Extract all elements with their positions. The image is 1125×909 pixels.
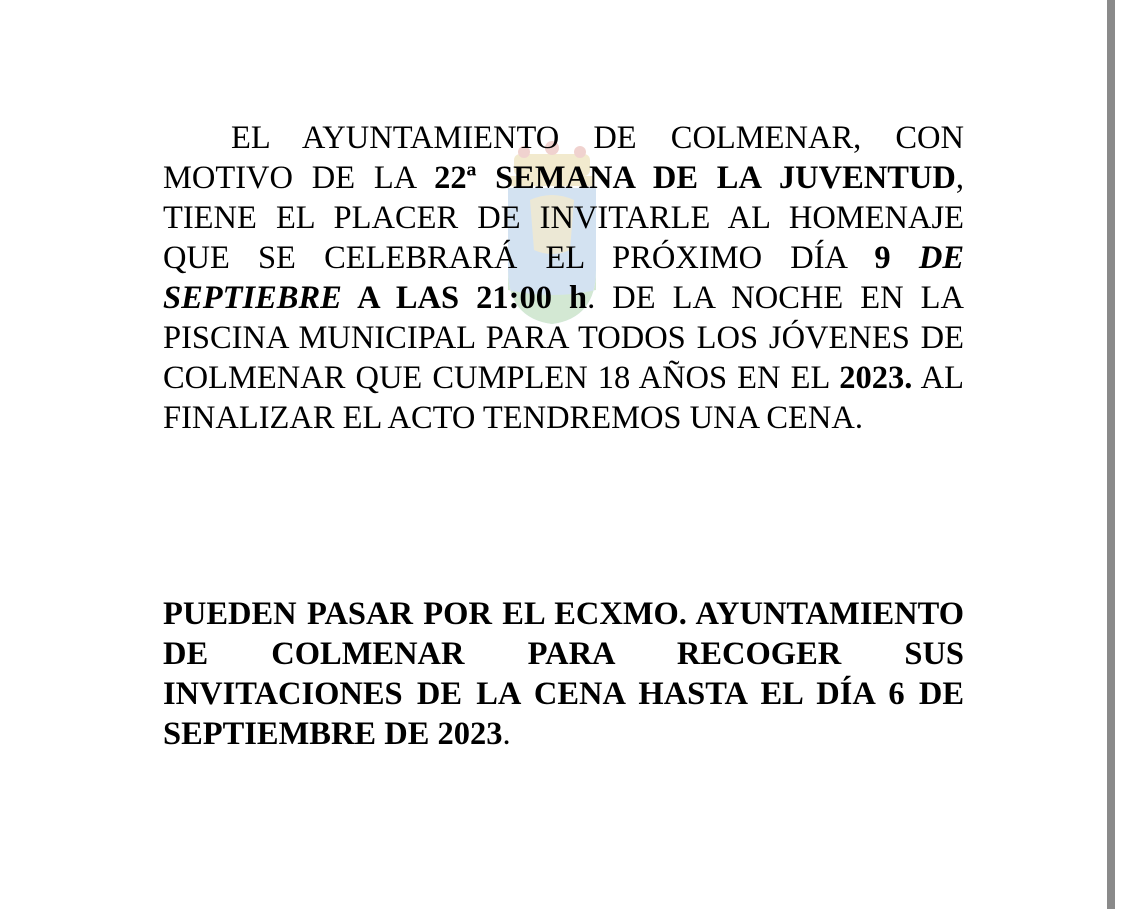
pickup-paragraph — [163, 594, 964, 754]
event-year: 2023. — [839, 360, 913, 396]
pickup-period: . — [502, 716, 511, 752]
mid-text: , TIENE EL PLACER DE INVITARLE AL HOMENAJE QUE SE CELEBRARÁ EL PRÓXIMO DÍA — [163, 160, 965, 276]
vertical-scrollbar[interactable] — [1107, 0, 1115, 909]
invitation-paragraph — [163, 118, 964, 438]
event-day: 9 — [874, 240, 891, 276]
venue-text: . DE LA NOCHE EN LA PISCINA MUNICIPAL PARA TODOS LOS JÓVENES DE COLMENAR QUE CUMPLEN 18 AÑOS EN EL — [163, 280, 964, 396]
day-space — [891, 240, 919, 276]
event-month: DE SEPTIEBRE — [163, 240, 964, 316]
event-name: 22ª SEMANA DE LA JUVENTUD — [434, 160, 956, 196]
closing-text: AL FINALIZAR EL ACTO TENDREMOS UNA CENA. — [163, 360, 964, 436]
event-time: A LAS 21:00 h — [341, 280, 588, 316]
pickup-text: PUEDEN PASAR POR EL ECXMO. AYUNTAMIENTO DE COLMENAR PARA RECOGER SUS INVITACIONES DE LA CENA HASTA EL DÍA 6 DE SEPTIEMBRE DE 2023 — [163, 596, 964, 752]
intro-text: EL AYUNTAMIENTO DE COLMENAR, CON MOTIVO DE LA — [163, 120, 964, 196]
